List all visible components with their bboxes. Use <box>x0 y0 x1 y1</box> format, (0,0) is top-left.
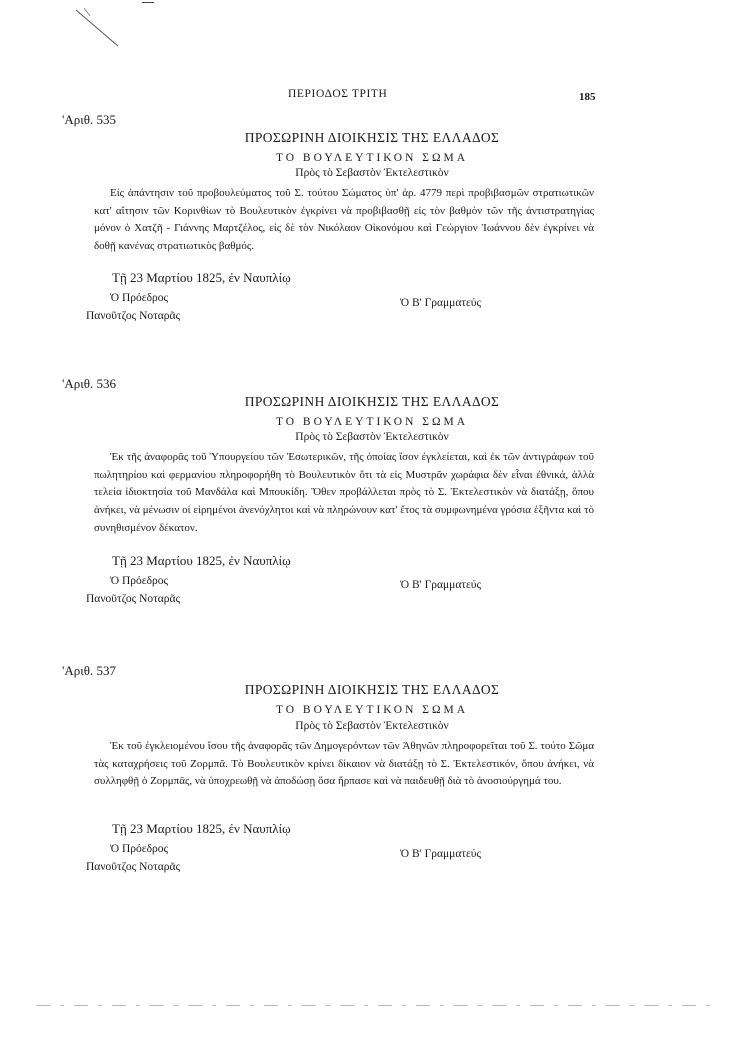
dateline: Τῇ 23 Μαρτίου 1825, ἐν Ναυπλίῳ <box>112 270 291 285</box>
secretary-title: Ὁ Β' Γραμματεύς <box>400 848 482 860</box>
secretary-title: Ὁ Β' Γραμματεύς <box>400 297 482 309</box>
dateline: Τῇ 23 Μαρτίου 1825, ἐν Ναυπλίῳ <box>112 821 291 836</box>
president-name: Πανοῦτζος Νοταρᾶς <box>86 593 181 605</box>
recipient-line: Πρὸς τὸ Σεβαστὸν Ἐκτελεστικὸν <box>295 431 449 443</box>
council-title: ΤΟ ΒΟΥΛΕΥΤΙΚΟΝ ΣΩΜΑ <box>275 416 469 428</box>
document-body: Ἐκ τοῦ ἐγκλειομένου ἴσου τῆς ἀναφορᾶς τῶν Δημογερόντων τῶν Ἀθηνῶν πληροφορεῖται τοῦ Σ. τούτο Σῶμα τὰς καταχρήσεις τοῦ Ζορμπᾶ. Τὸ Βουλευτικὸν κρίνει δίκαιον νὰ διατάξῃ τὸ Σ. Ἐκτελεστικόν, ὅπου ἀνήκει, νὰ συλληφθῇ ὁ Ζορμπᾶς, νὰ ὑποχρεωθῇ νὰ ἀποδώσῃ ὅσα ἥρπασε καὶ νὰ παιδευθῇ διὰ τὸ ἀνοσιούργημά του. <box>94 740 594 788</box>
document-number: 'Αριθ. 536 <box>62 376 116 391</box>
document-body: Ἐκ τῆς ἀναφορᾶς τοῦ Ὑπουργείου τῶν Ἐσωτερικῶν, τῆς ὁποίας ἴσον ἐγκλείεται, καὶ ἐκ τῶν ἀντιγράφων τοῦ πωλητηρίου καὶ φερμανίου πληροφορήθη τὸ Βουλευτικὸν ὅτι τὰ εἰς Μυστρᾶν χωράφια δὲν εἶναι ἐθνικά, ἀλλὰ τελεία ἰδιοκτησία τοῦ Μανδάλα καὶ Μπουκίδη. Ὅθεν προβάλλεται πρὸς τὸ Σ. Ἐκτελεστικὸν νὰ διατάξῃ, ὅπου ἀνήκει, νὰ μένωσιν οἱ εἰρημένοι ἀνενόχλητοι καὶ νὰ πληρώνουν κατ' ἔτος τὰ συμφωνημένα γρόσια ἑξῆντα καὶ τὸ συνηθισμένον δέκατον. <box>94 451 594 534</box>
council-title: ΤΟ ΒΟΥΛΕΥΤΙΚΟΝ ΣΩΜΑ <box>275 152 469 164</box>
council-title: ΤΟ ΒΟΥΛΕΥΤΙΚΟΝ ΣΩΜΑ <box>275 704 469 716</box>
dateline: Τῇ 23 Μαρτίου 1825, ἐν Ναυπλίῳ <box>112 553 291 568</box>
document-number: 'Αριθ. 535 <box>62 112 116 127</box>
document-number: 'Αριθ. 537 <box>62 663 116 678</box>
president-title: Ὁ Πρόεδρος <box>110 575 169 587</box>
document-heading: ΠΡΟΣΩΡΙΝΗ ΔΙΟΙΚΗΣΙΣ ΤΗΣ ΕΛΛΑΔΟΣ <box>244 682 500 697</box>
recipient-line: Πρὸς τὸ Σεβαστὸν Ἐκτελεστικὸν <box>295 720 449 732</box>
document-heading: ΠΡΟΣΩΡΙΝΗ ΔΙΟΙΚΗΣΙΣ ΤΗΣ ΕΛΛΑΔΟΣ <box>244 130 500 145</box>
scan-pen-mark <box>74 8 120 48</box>
page-number: 185 <box>579 91 596 103</box>
president-name: Πανοῦτζος Νοταρᾶς <box>86 861 181 873</box>
recipient-line: Πρὸς τὸ Σεβαστὸν Ἐκτελεστικὸν <box>295 167 449 179</box>
scan-dash-mark <box>142 2 154 3</box>
document-body: Εἰς ἀπάντησιν τοῦ προβουλεύματος τοῦ Σ. τούτου Σώματος ὑπ' ἀρ. 4779 περὶ προβιβασμῶν στρατιωτικῶν κατ' αἴτησιν τῶν Κορινθίων τὸ Βουλευτικὸν ἐγκρίνει νὰ προβιβασθῇ εἰς τὸν βαθμὸν τῶν τῆς ἀντιστρατηγίας μόνον ὁ Χατζῆ - Γιάννης Μαρτζέλος, εἰς δὲ τὸν Νικόλαον Οἰκονόμου καὶ Γεώργιον Ἰωάννου δὲν ἐγκρίνει νὰ δοθῇ κανένας στρατιωτικὸς βαθμός. <box>94 187 594 253</box>
scan-bottom-dashes <box>36 1004 716 1007</box>
document-heading: ΠΡΟΣΩΡΙΝΗ ΔΙΟΙΚΗΣΙΣ ΤΗΣ ΕΛΛΑΔΟΣ <box>244 394 500 409</box>
running-head: ΠΕΡΙΟΔΟΣ ΤΡΙΤΗ <box>288 88 388 100</box>
president-title: Ὁ Πρόεδρος <box>110 843 169 855</box>
president-title: Ὁ Πρόεδρος <box>110 292 169 304</box>
president-name: Πανοῦτζος Νοταρᾶς <box>86 310 181 322</box>
secretary-title: Ὁ Β' Γραμματεύς <box>400 579 482 591</box>
